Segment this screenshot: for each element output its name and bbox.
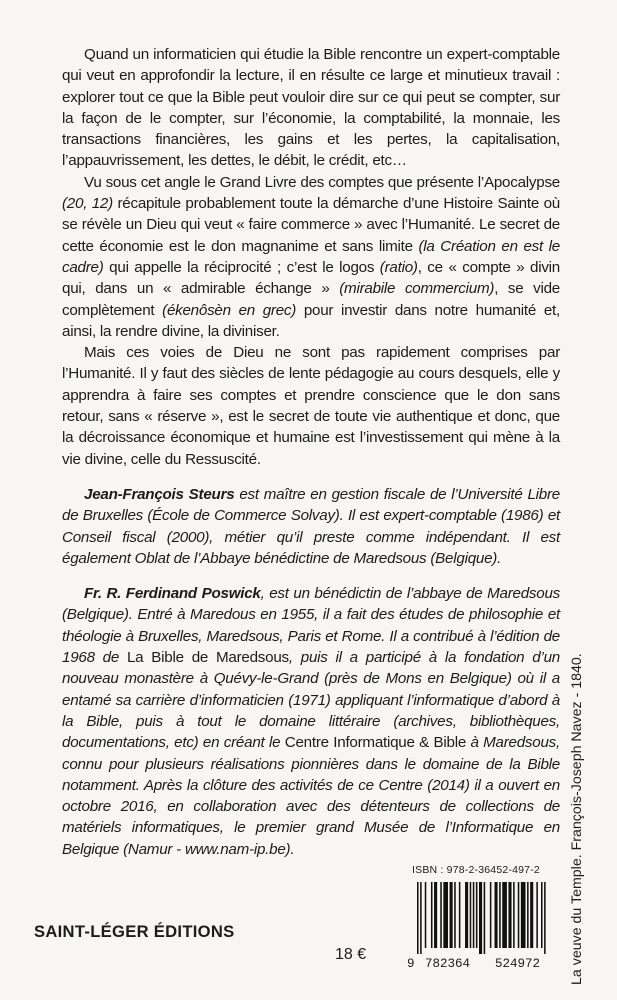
barcode-bar <box>484 882 486 954</box>
author-name-steurs: Jean-François Steurs <box>84 485 235 503</box>
blurb-paragraph-2: Vu sous cet angle le Grand Livre des comptes que présente l’Apocalypse (20, 12) récapitule probablement toute la démarche d’une Histoire Sainte où se révèle un Dieu qui veut « faire commerce » avec l’Humanité. Le secret de cette économie est le don magnanime et sans limite (la Création en est le cadre) qui appelle la réciprocité ; c’est le logos (ratio), ce « compte » divin qui, dans un « admirable échange » (mirabile commercium), se vide complètement (ékenôsèn en grec) pour investir dans notre humanité et, ainsi, la rendre divine, la diviniser. <box>62 173 561 340</box>
barcode-digit-first: 9 <box>407 957 415 971</box>
barcode-bar <box>479 882 482 954</box>
barcode-bar <box>502 882 507 948</box>
author-bio-steurs: Jean-François Steurs est maître en gestion fiscale de l’Université Libre de Bruxelles (École de Commerce Solvay). Il est expert-comptable (1986) et Conseil fiscal (2000), métier qu’il preste comme indépendant. Il est également Oblat de l’Abbaye bénédictine de Maredsous (Belgique). <box>62 485 560 567</box>
barcode-bars <box>413 882 559 954</box>
barcode-bar <box>470 882 472 948</box>
cover-image-credit: La veuve du Temple. François-Joseph Navez - 1840. <box>569 653 585 985</box>
barcode-bar <box>527 882 529 948</box>
barcode-bar <box>518 882 520 948</box>
price: 18 € <box>335 946 367 963</box>
barcode-bar <box>443 882 448 948</box>
barcode-bar <box>454 882 456 948</box>
barcode-group-left: 782364 <box>425 957 471 971</box>
barcode-bar <box>417 882 419 954</box>
barcode-bar <box>465 882 468 948</box>
publisher-name: SAINT-LÉGER ÉDITIONS <box>34 922 235 941</box>
barcode-bar <box>476 882 478 948</box>
isbn-label: ISBN : 978-2-36452-497-2 <box>412 864 540 876</box>
barcode-bar <box>499 882 501 948</box>
barcode-bar <box>450 882 453 948</box>
barcode-bar <box>536 882 538 948</box>
barcode-bar <box>530 882 533 948</box>
barcode-bar <box>459 882 461 948</box>
blurb-paragraph-1: Quand un informaticien qui étudie la Bible rencontre un expert-comptable qui veut en approfondir la lecture, il en résulte ce large et minutieux travail : explorer tout ce que la Bible peut vouloir dire sur ce qui peut se compter, sur la façon de le compter, sur l’économie, la comptabilité, la monnaie, les transactions financières, les gains et les pertes, la capitalisation, l’appauvrissement, les dettes, le débit, le crédit, etc… <box>62 46 560 170</box>
barcode-bar <box>431 882 433 948</box>
barcode-bar <box>473 882 475 948</box>
barcode-group-right: 524972 <box>495 957 541 971</box>
barcode-bar <box>541 882 543 948</box>
barcode-bar <box>490 882 492 948</box>
barcode <box>413 882 559 954</box>
barcode-bar <box>521 882 526 948</box>
barcode-bar <box>508 882 511 948</box>
barcode-bar <box>425 882 427 948</box>
barcode-bar <box>440 882 442 948</box>
author-bio-poswick: Fr. R. Ferdinand Poswick, est un bénédictin de l’abbaye de Maredsous (Belgique). Entré à Maredous en 1955, il a fait des études de philosophie et théologie à Bruxelles, Maredsous, Paris et Rome. Il a contribué à l’édition de 1968 de La Bible de Maredsous, puis il a participé à la fondation d’un nouveau monastère à Quévy-le-Grand (près de Mons en Belgique) où il a entamé sa carrière d’informaticien (1971) appliquant l’informatique d’abord à la Bible, puis à tout le domaine littéraire (archives, bibliothèques, documentations, etc) en créant le Centre Informatique & Bible à Maredsous, connu pour plusieurs réalisations pionnières dans le domaine de la Bible notamment. Après la clôture des activités de ce Centre (2014) il a ouvert en octobre 2016, en collaboration avec des détenteurs de collections de matériels informatiques, le premier grand Musée de l’Informatique en Belgique (Namur - www.nam-ip.be). <box>62 585 560 858</box>
barcode-bar <box>495 882 498 948</box>
barcode-bar <box>513 882 515 948</box>
barcode-bar <box>420 882 422 954</box>
blurb-paragraph-3: Mais ces voies de Dieu ne sont pas rapidement comprises par l’Humanité. Il y faut des siècles de lente pédagogie au cours desquels, elle y apprendra à faire ses comptes et prendre conscience que le don sans retour, sans « réserve », est le secret de toute vie authentique et donc, que la décroissance économique et humaine est l’investissement qui mène à la vie divine, celle du Ressuscité. <box>62 344 560 468</box>
author-name-poswick: Fr. R. Ferdinand Poswick <box>84 585 261 603</box>
barcode-bar <box>434 882 437 948</box>
blurb-text <box>62 44 560 860</box>
barcode-bar <box>544 882 546 954</box>
